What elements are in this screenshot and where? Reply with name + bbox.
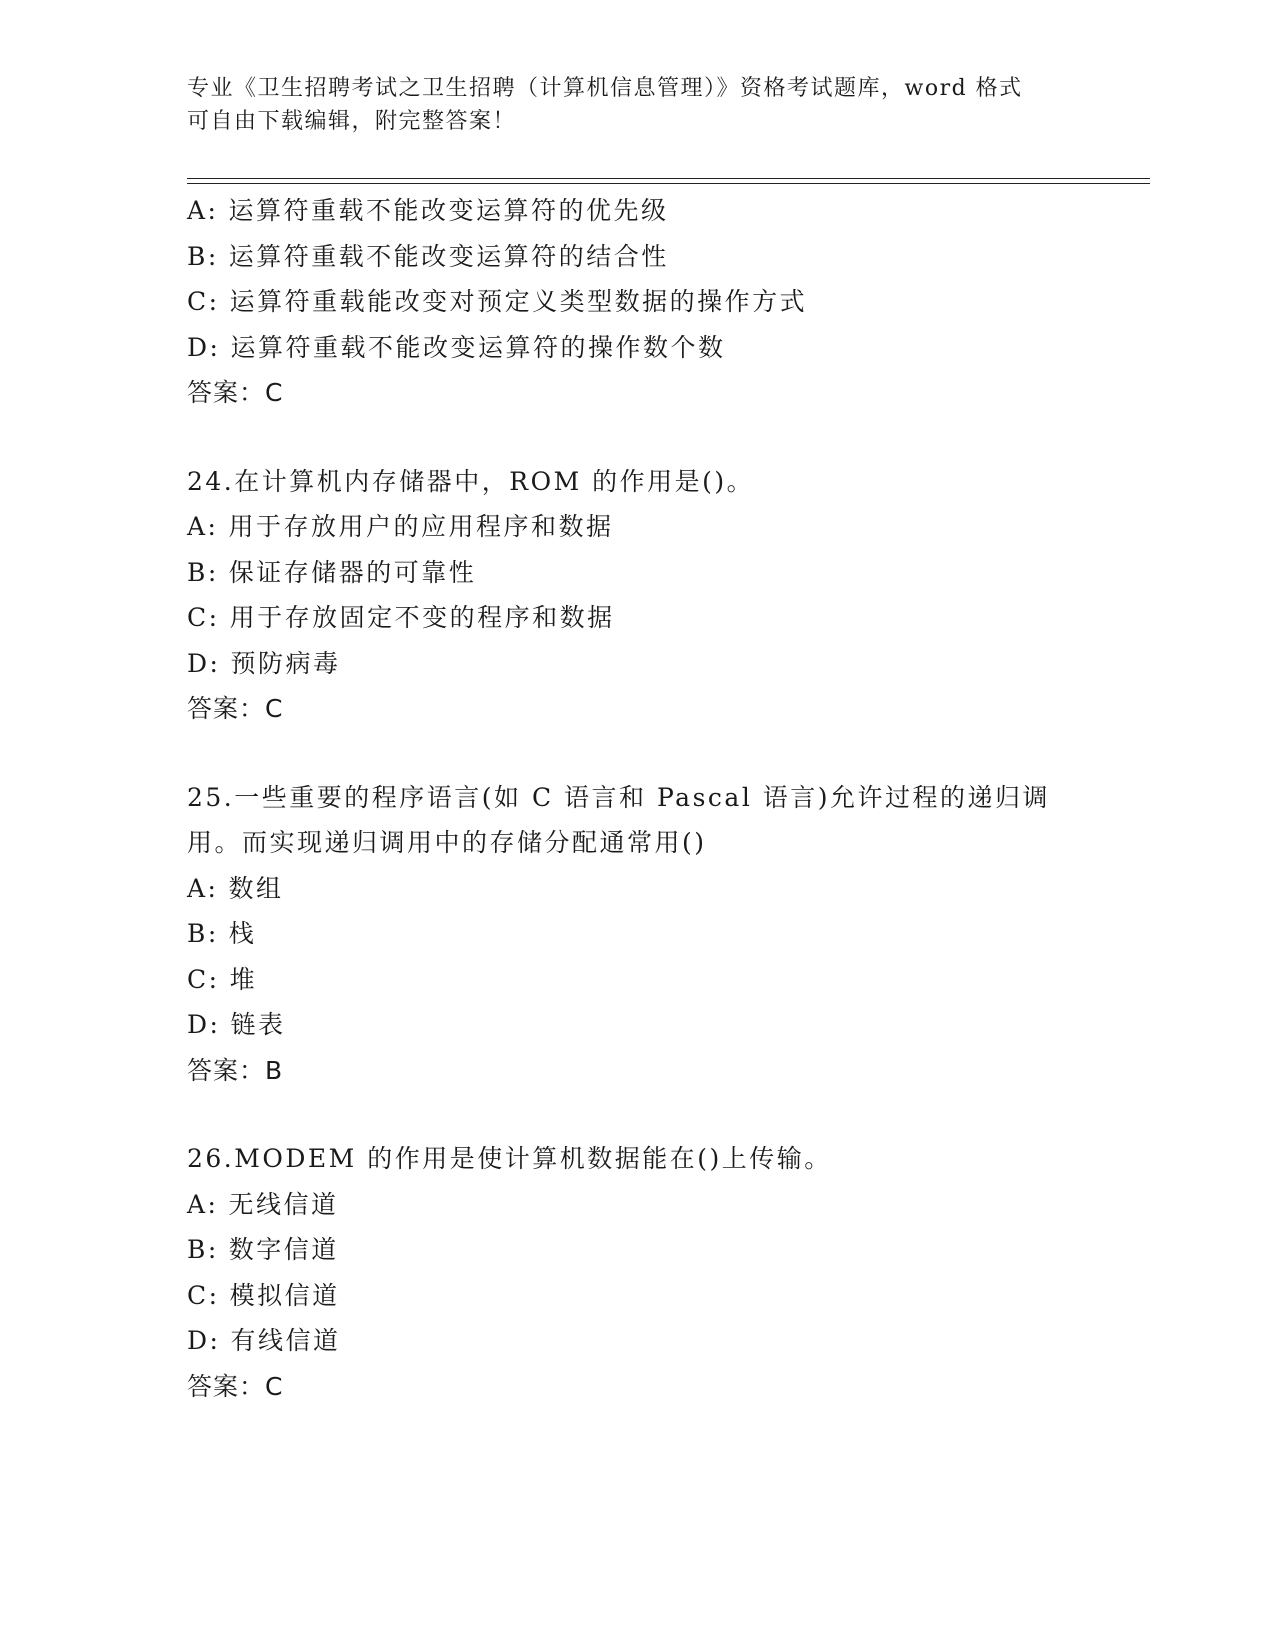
answer-line: 答案：B: [187, 1055, 284, 1085]
question-block-continued: [187, 188, 1087, 416]
question-stem: 26.MODEM 的作用是使计算机数据能在()上传输。: [187, 1144, 832, 1173]
option-a: A: 数组: [187, 873, 284, 903]
option-b: B: 保证存储器的可靠性: [187, 557, 477, 587]
answer-line: 答案：C: [187, 1371, 284, 1401]
answer-line: 答案：C: [187, 694, 284, 723]
option-d: D: 链表: [187, 1010, 286, 1039]
option-d: D: 预防病毒: [187, 648, 341, 678]
question-stem-line-2: 用。而实现递归调用中的存储分配通常用(): [187, 828, 707, 857]
option-a: A: 无线信道: [187, 1189, 339, 1219]
question-stem: 24.在计算机内存储器中，ROM 的作用是()。: [187, 466, 755, 496]
option-b: B: 栈: [187, 919, 257, 948]
option-c: C: 模拟信道: [187, 1280, 340, 1310]
option-c: C: 用于存放固定不变的程序和数据: [187, 603, 615, 632]
question-stem-line-1: 25.一些重要的程序语言(如 C 语言和 Pascal 语言)允许过程的递归调: [187, 782, 1051, 812]
option-c: C: 堆: [187, 964, 258, 994]
option-b: B: 数字信道: [187, 1235, 339, 1264]
answer-line: 答案：C: [187, 378, 284, 407]
question-25: [187, 775, 1087, 1094]
header-line-2: 可自由下载编辑，附完整答案！: [187, 109, 517, 134]
option-a: A: 用于存放用户的应用程序和数据: [187, 512, 614, 541]
question-list: [187, 188, 1087, 1409]
question-24: [187, 459, 1087, 732]
header-line-1: 专业《卫生招聘考试之卫生招聘（计算机信息管理）》资格考试题库，word 格式: [187, 76, 1023, 101]
option-b: B: 运算符重载不能改变运算符的结合性: [187, 241, 669, 271]
option-c: C: 运算符重载能改变对预定义类型数据的操作方式: [187, 287, 808, 316]
option-d: D: 运算符重载不能改变运算符的操作数个数: [187, 332, 726, 362]
option-a: A: 运算符重载不能改变运算符的优先级: [187, 196, 669, 225]
document-header: [187, 72, 1087, 138]
option-d: D: 有线信道: [187, 1326, 341, 1355]
header-divider-top: [187, 178, 1150, 179]
question-26: [187, 1136, 1087, 1409]
header-divider-bottom: [187, 183, 1150, 184]
